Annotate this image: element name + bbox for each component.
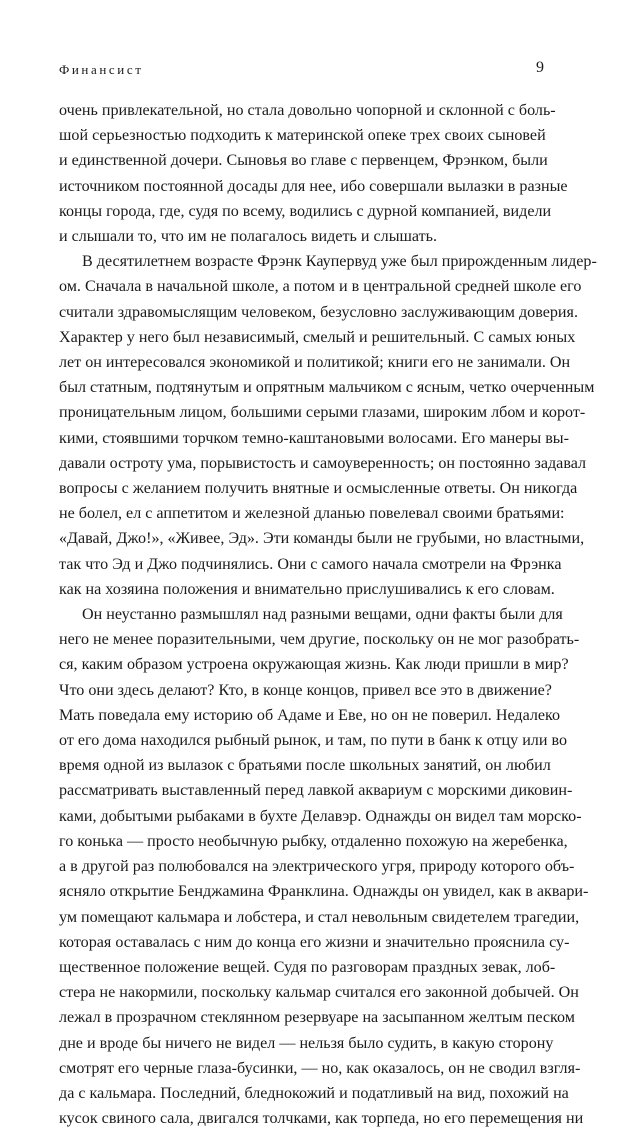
paragraph bbox=[59, 249, 597, 602]
text-line: ом. Сначала в начальной школе, а потом и в центральной средней школе его bbox=[59, 278, 582, 296]
text-line: лежал в прозрачном стеклянном резервуаре на засыпанном желтым песком bbox=[59, 1009, 575, 1027]
text-line: ся, каким образом устроена окружающая жизнь. Как люди пришли в мир? bbox=[59, 656, 569, 674]
text-line: от его дома находился рыбный рынок, и там, по пути в банк к отцу или во bbox=[59, 732, 568, 750]
text-line: лет он интересовался экономикой и политикой; книги его не занимали. Он bbox=[59, 354, 571, 372]
text-line: давали остроту ума, порывистость и самоуверенность; он постоянно задавал bbox=[59, 454, 587, 472]
text-line: и слышали то, что им не полагалось видеть и слышать. bbox=[59, 228, 438, 246]
text-line: концы города, где, судя по всему, водились с дурной компанией, видели bbox=[59, 202, 552, 220]
book-title: Финансист bbox=[59, 62, 144, 77]
text-line: очень привлекательной, но стала довольно чопорной и склонной с боль- bbox=[59, 102, 556, 119]
paragraph bbox=[59, 98, 568, 249]
running-head bbox=[59, 59, 544, 84]
text-line: рассматривать выставленный перед лавкой аквариум с морскими диковин- bbox=[59, 782, 573, 800]
text-line: Характер у него был независимый, смелый и решительный. С самых юных bbox=[59, 328, 576, 346]
text-line: шой серьезностью подходить к материнской опеке трех своих сыновей bbox=[59, 127, 546, 145]
text-line: Что они здесь делают? Кто, в конце концов, привел все это в движение? bbox=[59, 681, 552, 699]
text-line: «Давай, Джо!», «Живее, Эд». Эти команды были не грубыми, но властными, bbox=[59, 530, 585, 548]
text-line: щественное положение вещей. Судя по разговорам праздных зевак, лоб- bbox=[59, 958, 556, 976]
text-line: ум помещают кальмара и лобстера, и стал невольным свидетелем трагедии, bbox=[59, 908, 580, 926]
text-line: ясняло открытие Бенджамина Франклина. Однажды он увидел, как в аквари- bbox=[59, 883, 589, 901]
text-line: В десятилетнем возрасте Фрэнк Каупервуд уже был прирожденным лидер- bbox=[82, 253, 597, 271]
text-line: стера не накормили, поскольку кальмар считался его законной добычей. Он bbox=[59, 984, 579, 1002]
text-line: го конька — просто необычную рыбку, отдаленно похожую на жеребенка, bbox=[59, 832, 568, 850]
text-line: так что Эд и Джо подчинялись. Они с самого начала смотрели на Фрэнка bbox=[59, 555, 562, 573]
text-line: да с кальмара. Последний, бледнокожий и податливый на вид, похожий на bbox=[59, 1084, 569, 1102]
text-line: Мать поведала ему историю об Адаме и Еве, но он не поверил. Недалеко bbox=[59, 706, 561, 724]
text-line: него не менее поразительными, чем другие, поскольку он не мог разобрать- bbox=[59, 631, 580, 649]
paragraph bbox=[59, 602, 589, 1131]
text-line: был статным, подтянутым и опрятным мальчиком с ясным, четко очерченным bbox=[59, 379, 595, 397]
text-line: ками, добытыми рыбаками в бухте Делавэр. Однажды он видел там морско- bbox=[59, 807, 582, 825]
text-line: время одной из вылазок с братьями после школьных занятий, он любил bbox=[59, 757, 551, 775]
text-line: смотрят его черные глаза-бусинки, — но, как оказалось, он не сводил взгля- bbox=[59, 1059, 581, 1077]
text-line: не болел, ел с аппетитом и железной дланью повелевал своими братьями: bbox=[59, 505, 565, 523]
text-line: которая оставалась с ним до конца его жизни и значительно прояснила су- bbox=[59, 933, 570, 951]
text-line: считали здравомыслящим человеком, безусловно заслуживающим доверия. bbox=[59, 303, 578, 321]
text-line: проницательным лицом, большими серыми глазами, широким лбом и корот- bbox=[59, 404, 586, 422]
text-line: а в другой раз полюбовался на электрического угря, природу которого объ- bbox=[59, 858, 575, 876]
text-line: кими, стоявшими торчком темно-каштановыми волосами. Его манеры вы- bbox=[59, 429, 569, 447]
text-line: как на хозяина положения и внимательно прислушивались к его словам. bbox=[59, 580, 555, 598]
text-line: источником постоянной досады для нее, ибо совершали вылазки в разные bbox=[59, 177, 568, 195]
text-line: дне и вроде бы ничего не видел — нельзя было судить, в какую сторону bbox=[59, 1034, 554, 1052]
text-line: Он неустанно размышлял над разными вещами, одни факты были для bbox=[82, 606, 563, 624]
text-line: и единственной дочери. Сыновья во главе с первенцем, Фрэнком, были bbox=[59, 152, 548, 170]
page-number: 9 bbox=[536, 59, 544, 76]
text-line: кусок свиного сала, двигался толчками, как торпеда, но его перемещения ни bbox=[59, 1110, 584, 1128]
text-line: вопросы с желанием получить внятные и осмысленные ответы. Он никогда bbox=[59, 480, 578, 498]
body-text bbox=[59, 98, 597, 1131]
